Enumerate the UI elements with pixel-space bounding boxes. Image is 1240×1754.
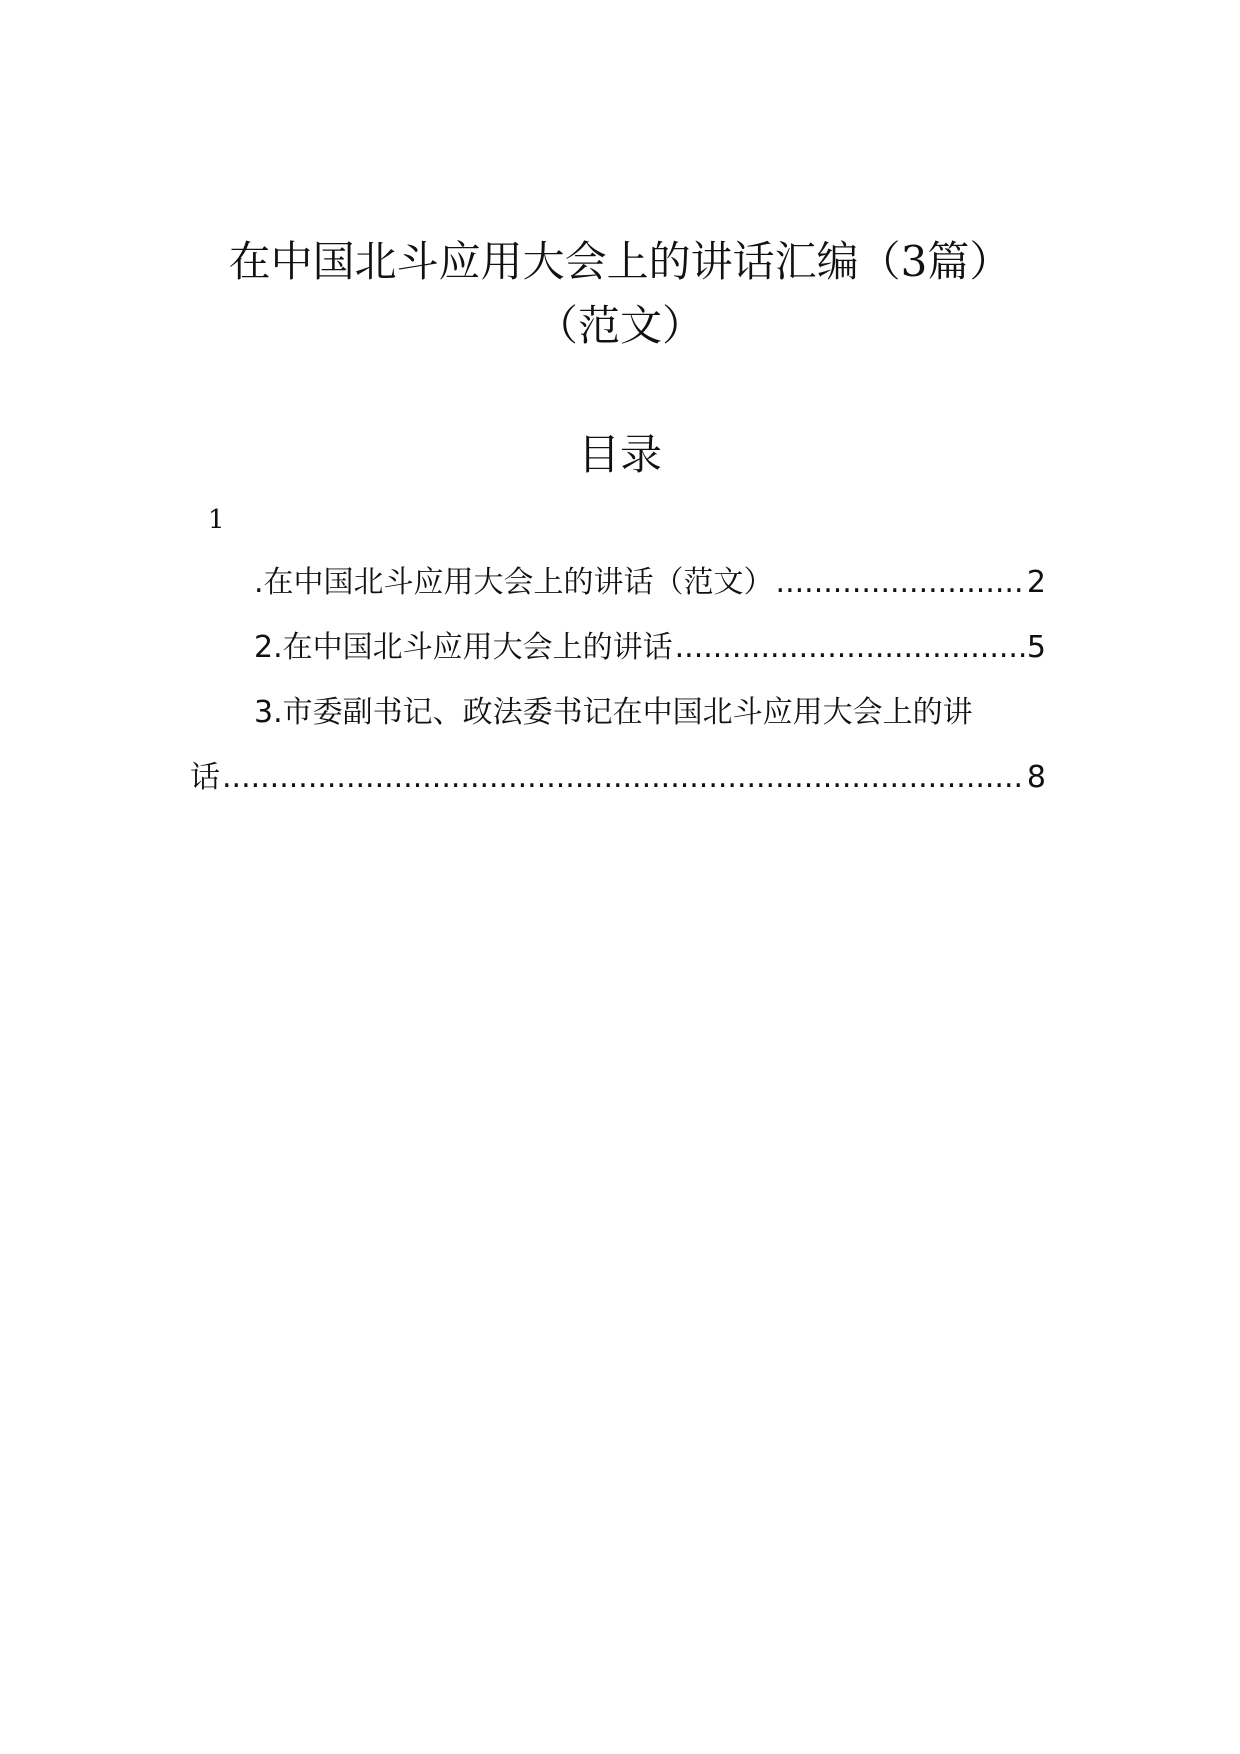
dot-leader	[776, 561, 1025, 605]
toc-entry-title: 2.在中国北斗应用大会上的讲话	[254, 630, 673, 665]
toc-entry-2[interactable]	[254, 626, 1046, 670]
stray-list-number: 1	[208, 505, 225, 535]
document-subtitle: （范文）	[535, 301, 704, 350]
toc-entry-title: .在中国北斗应用大会上的讲话（范文）	[254, 565, 774, 600]
toc-entry-title: 3.市委副书记、政法委书记在中国北斗应用大会上的讲	[254, 695, 973, 730]
toc-entry-title-continuation: 话	[190, 760, 220, 795]
title-number: 3	[900, 237, 928, 286]
toc-entry-1[interactable]	[254, 561, 1046, 605]
toc-entry-3-continuation[interactable]	[190, 756, 1046, 800]
toc-entry-3[interactable]	[254, 691, 1046, 735]
toc-heading: 目录	[577, 430, 662, 479]
title-text-part2: 篇）	[927, 237, 1012, 286]
dot-leader	[222, 756, 1025, 800]
dot-leader	[675, 626, 1025, 670]
toc-entry-page: 5	[1026, 630, 1046, 665]
toc-entry-page: 8	[1026, 760, 1046, 795]
toc-entry-page: 2	[1026, 565, 1046, 600]
document-title	[0, 232, 1240, 292]
title-text-part1: 在中国北斗应用大会上的讲话汇编（	[228, 237, 901, 286]
